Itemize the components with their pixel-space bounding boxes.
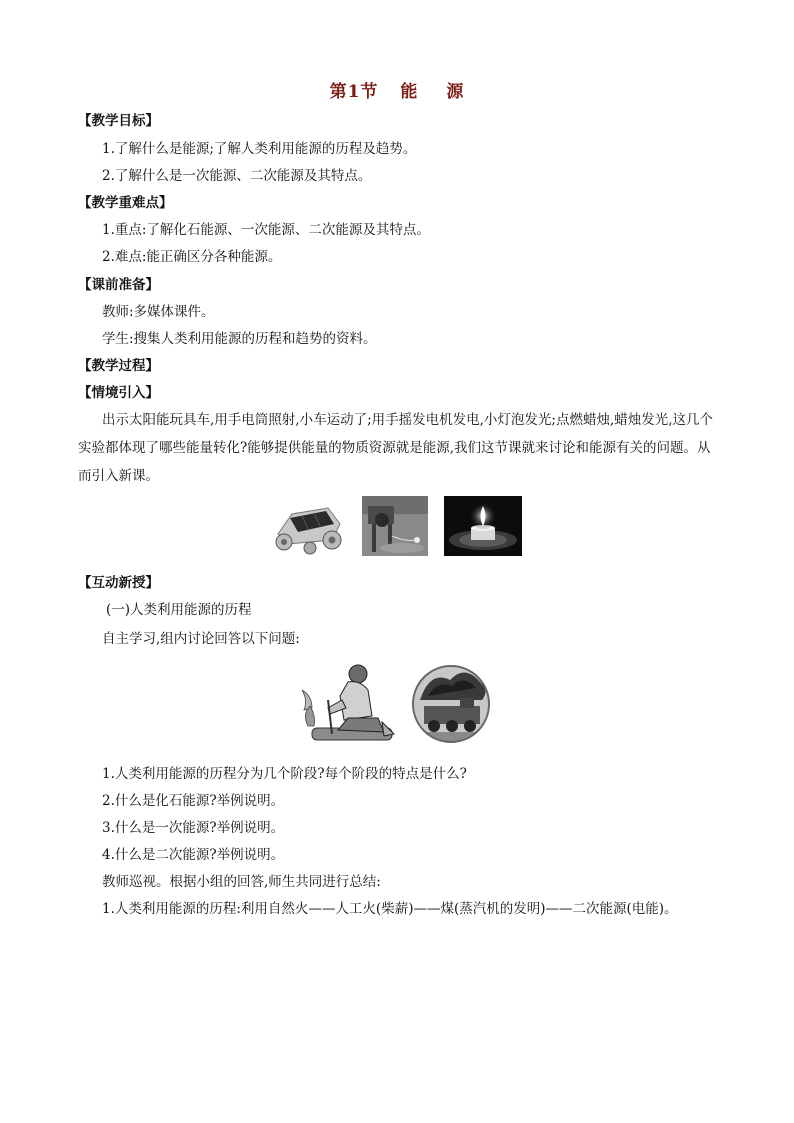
goals-heading: 【教学目标】	[78, 113, 159, 129]
keypoint-1: 1.重点:了解化石能源、一次能源、二次能源及其特点。	[102, 222, 430, 238]
intro-text: 出示太阳能玩具车,用手电筒照射,小车运动了;用手摇发电机发电,小灯泡发光;点燃蜡烛,蜡烛发光,这几个实验都体现了哪些能量转化?能够提供能量的物质资源就是能源,我们这节课就来讨论和能源有关的问题。从而引入新课。	[78, 412, 714, 484]
hand-generator-photo	[362, 496, 428, 556]
page-title	[0, 77, 794, 102]
primitive-fire-image	[298, 660, 402, 752]
new-lesson-heading: 【互动新授】	[78, 575, 159, 591]
candle-photo	[444, 496, 522, 556]
keypoints-heading: 【教学重难点】	[78, 195, 173, 211]
teacher-patrol: 教师巡视。根据小组的回答,师生共同进行总结:	[102, 874, 381, 890]
goal-2: 2.了解什么是一次能源、二次能源及其特点。	[102, 168, 372, 184]
intro-heading: 【情境引入】	[78, 385, 159, 401]
process-heading: 【教学过程】	[78, 358, 159, 374]
subsection-1: (一)人类利用能源的历程	[106, 602, 252, 618]
solar-toy-car-image	[270, 496, 350, 556]
prep-student: 学生:搜集人类利用能源的历程和趋势的资料。	[102, 331, 377, 347]
prep-heading: 【课前准备】	[78, 277, 159, 293]
self-study-prompt: 自主学习,组内讨论回答以下问题:	[102, 631, 300, 647]
question-2: 2.什么是化石能源?举例说明。	[102, 793, 285, 809]
intro-paragraph	[78, 406, 718, 490]
prep-teacher: 教师:多媒体课件。	[102, 304, 215, 320]
keypoint-2: 2.难点:能正确区分各种能源。	[102, 249, 282, 265]
question-1: 1.人类利用能源的历程分为几个阶段?每个阶段的特点是什么?	[102, 766, 467, 782]
question-3: 3.什么是一次能源?举例说明。	[102, 820, 285, 836]
title-char-2: 源	[446, 82, 465, 102]
question-4: 4.什么是二次能源?举例说明。	[102, 847, 285, 863]
goal-1: 1.了解什么是能源;了解人类利用能源的历程及趋势。	[102, 141, 417, 157]
steam-train-image	[410, 660, 492, 748]
title-char-1: 能	[400, 82, 419, 102]
title-section-number: 第1节	[329, 82, 379, 102]
summary-1: 1.人类利用能源的历程:利用自然火——人工火(柴薪)——煤(蒸汽机的发明)——二次能源(电能)。	[102, 901, 678, 917]
